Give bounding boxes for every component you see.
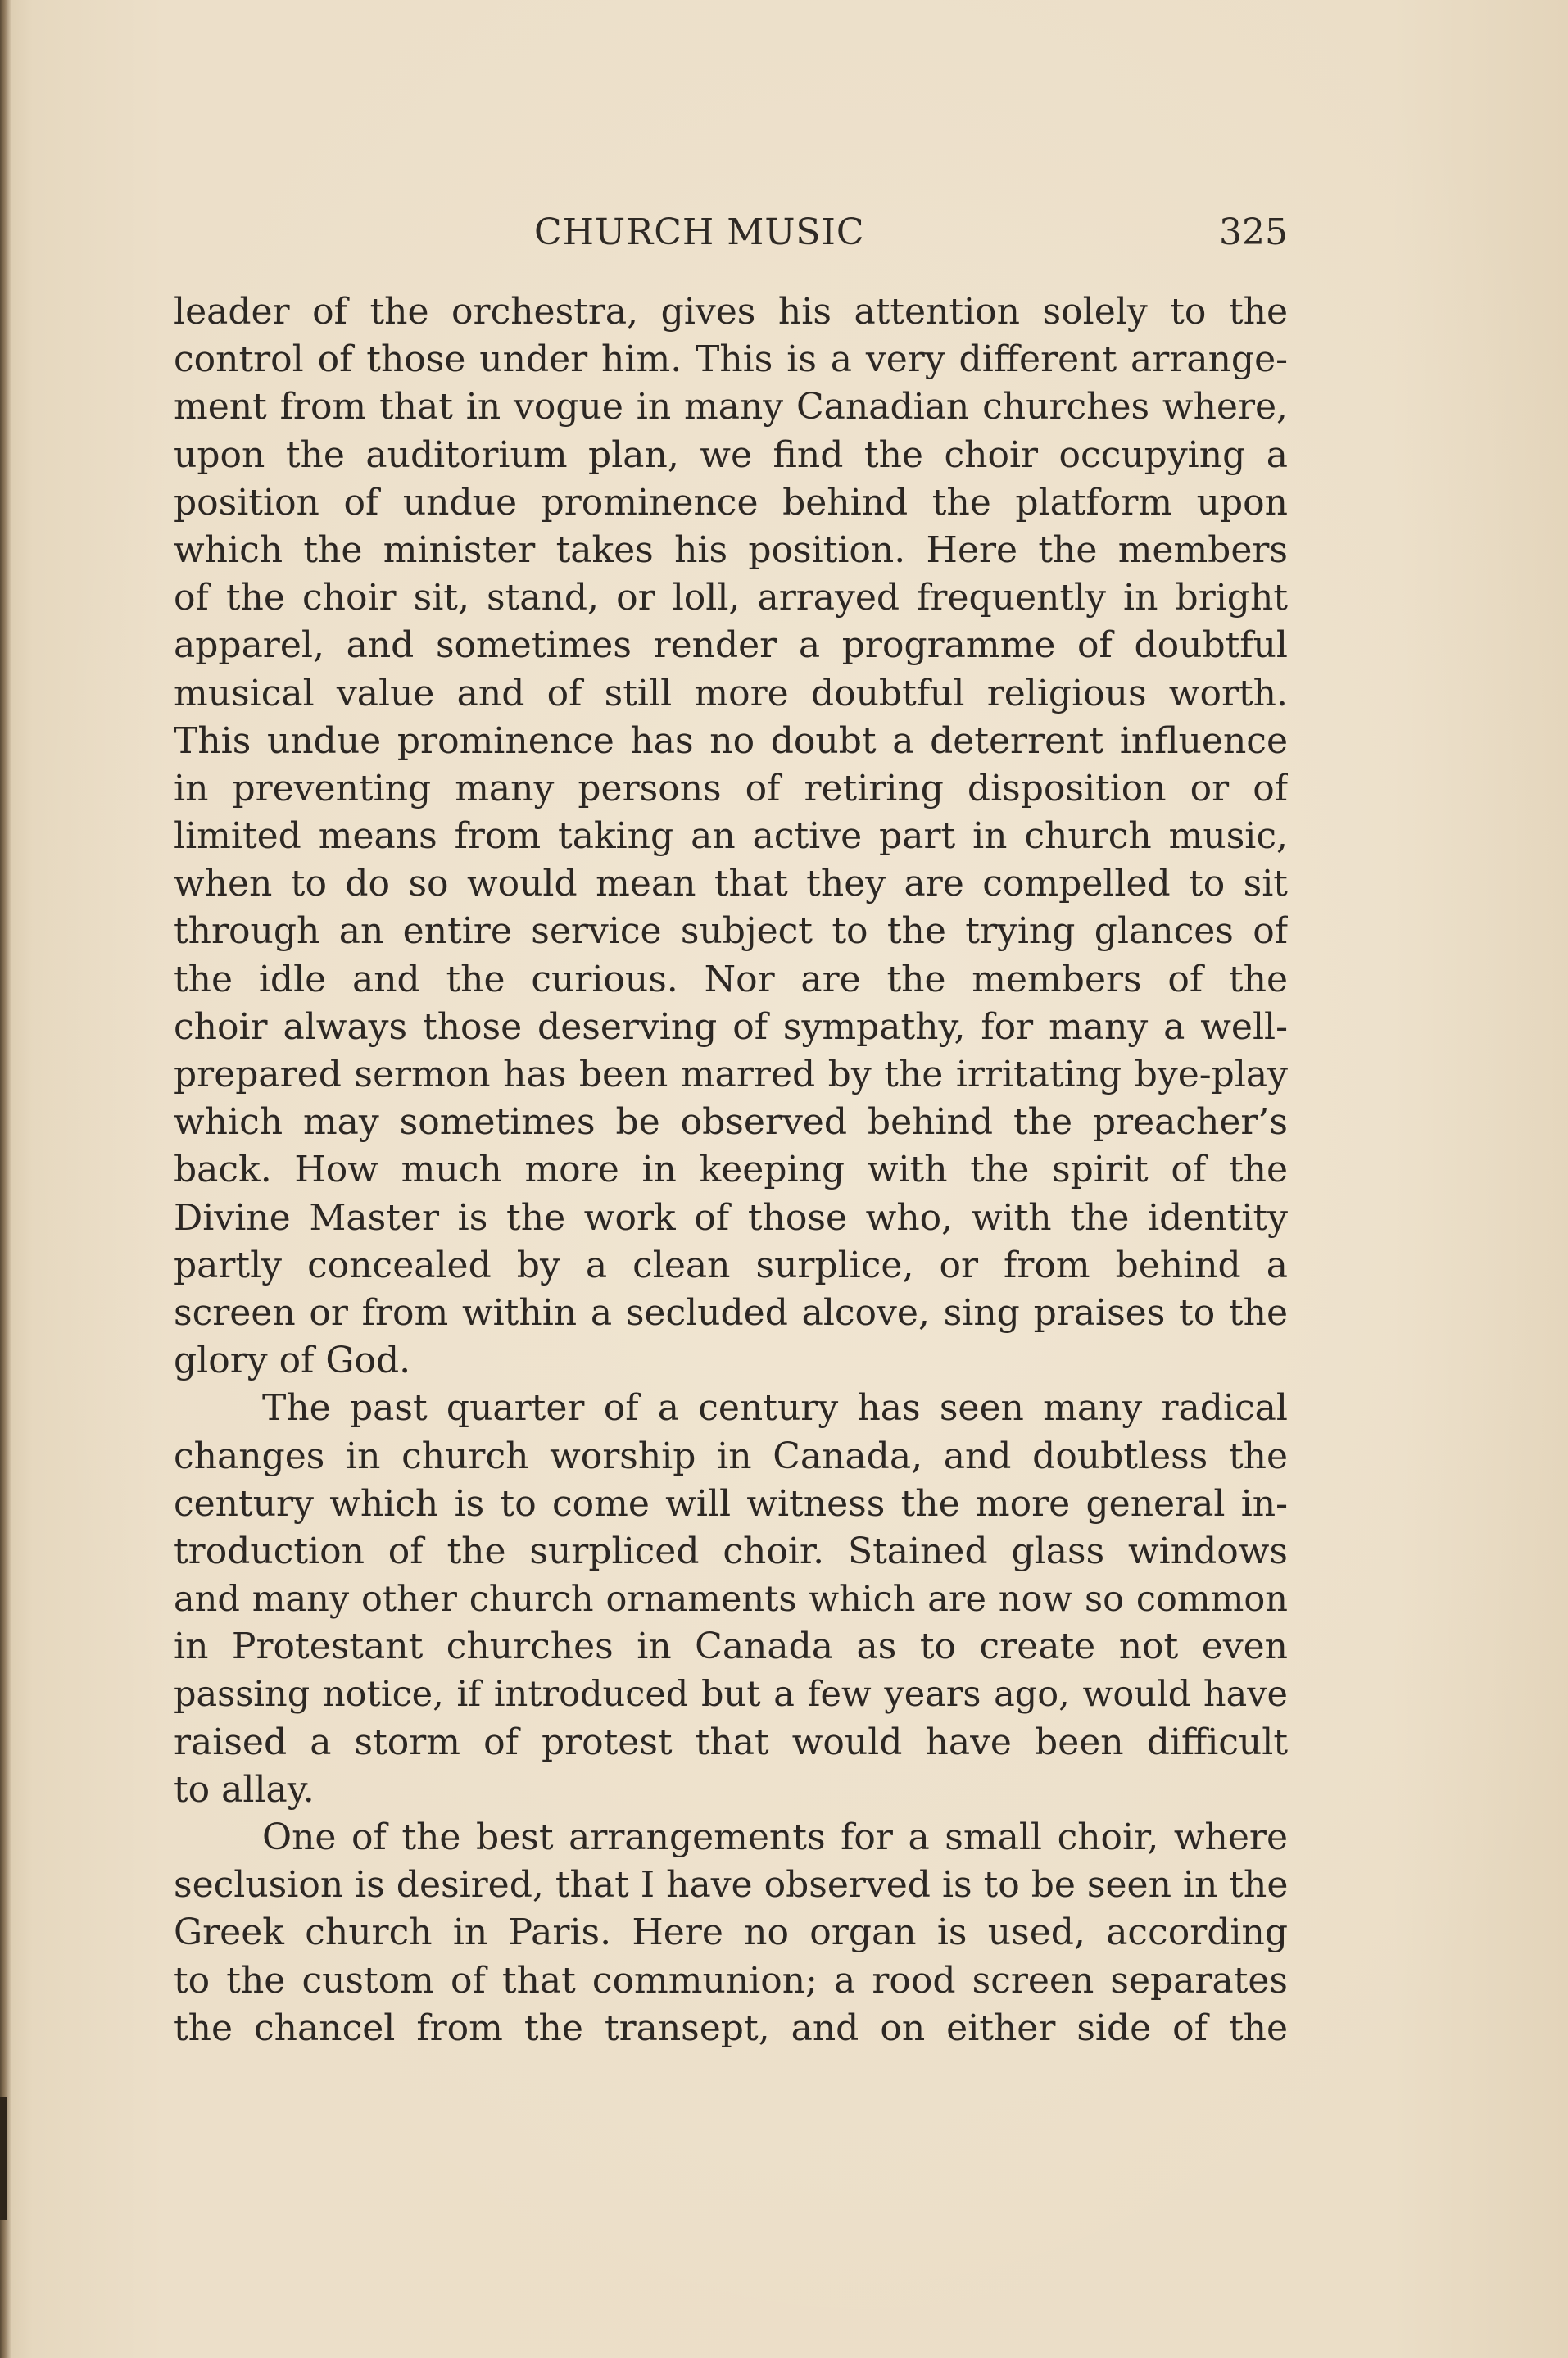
text-line: apparel, and sometimes render a programme of doubtful: [174, 624, 1288, 667]
text-line: partly concealed by a clean surplice, or from behind a: [174, 1244, 1288, 1286]
text-line: raised a storm of protest that would have been difficult: [174, 1721, 1288, 1763]
text-line: This undue prominence has no doubt a deterrent influence: [174, 719, 1288, 762]
text-line: troduction of the surpliced choir. Stained glass windows: [174, 1530, 1288, 1572]
text-line: to the custom of that communion; a rood screen separates: [174, 1959, 1288, 2002]
page-gutter-shadow: [0, 0, 11, 2358]
text-line: Divine Master is the work of those who, with the identity: [174, 1196, 1288, 1239]
body-text: [174, 288, 1288, 2052]
text-line: upon the auditorium plan, we find the choir occupying a: [174, 433, 1288, 476]
text-line: of the choir sit, stand, or loll, arrayed frequently in bright: [174, 577, 1288, 619]
text-line: back. How much more in keeping with the spirit of the: [174, 1149, 1288, 1191]
text-line: in preventing many persons of retiring disposition or of: [174, 767, 1288, 809]
running-head: [0, 211, 1568, 261]
text-line: leader of the orchestra, gives his attention solely to the: [174, 291, 1288, 333]
text-line: century which is to come will witness the more general in-: [174, 1482, 1288, 1525]
binding-mark: [0, 2097, 7, 2220]
text-line: Greek church in Paris. Here no organ is used, according: [174, 1911, 1288, 1954]
text-line: ment from that in vogue in many Canadian churches where,: [174, 386, 1288, 429]
text-line: in Protestant churches in Canada as to create not even: [174, 1626, 1288, 1668]
text-line: limited means from taking an active part in church music,: [174, 815, 1288, 858]
paragraph-first-line: One of the best arrangements for a small choir, where: [262, 1816, 1288, 1858]
text-line: the idle and the curious. Nor are the members of the: [174, 958, 1288, 1000]
text-line: which may sometimes be observed behind the preacher’s: [174, 1101, 1288, 1144]
text-line: passing notice, if introduced but a few years ago, would have: [174, 1674, 1288, 1716]
text-line: position of undue prominence behind the platform upon: [174, 481, 1288, 524]
paragraph-end-line: to allay.: [174, 1768, 315, 1811]
paragraph-end-line: glory of God.: [174, 1340, 411, 1382]
page-number: 325: [1219, 211, 1288, 253]
text-line: when to do so would mean that they are compelled to sit: [174, 863, 1288, 905]
text-line: changes in church worship in Canada, and doubtless the: [174, 1435, 1288, 1477]
text-line: screen or from within a secluded alcove, sing praises to the: [174, 1291, 1288, 1334]
running-title: CHURCH MUSIC: [534, 211, 865, 253]
text-line: which the minister takes his position. Here the members: [174, 528, 1288, 571]
text-line: and many other church ornaments which are now so common: [174, 1579, 1288, 1621]
text-line: musical value and of still more doubtful religious worth.: [174, 672, 1288, 714]
text-line: through an entire service subject to the trying glances of: [174, 910, 1288, 953]
text-line: prepared sermon has been marred by the irritating bye-play: [174, 1054, 1288, 1095]
text-line: seclusion is desired, that I have observed is to be seen in the: [174, 1864, 1288, 1907]
paragraph-first-line: The past quarter of a century has seen many radical: [262, 1387, 1288, 1430]
text-line: control of those under him. This is a very different arrange-: [174, 338, 1288, 381]
text-line: choir always those deserving of sympathy, for many a well-: [174, 1005, 1288, 1048]
text-line: the chancel from the transept, and on either side of the: [174, 2007, 1288, 2049]
